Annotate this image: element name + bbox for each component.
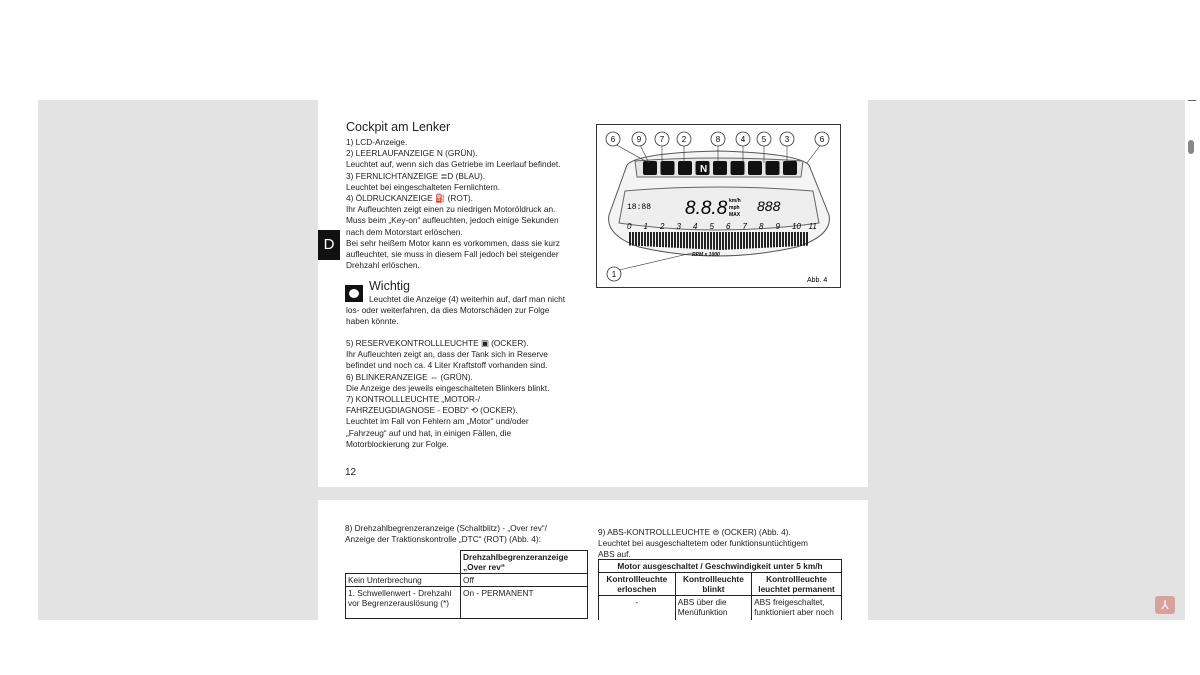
rpm-bar-segment [653,232,655,247]
text-line: Leuchtet bei eingeschalteten Fernlichtern. [346,181,501,192]
table-cell: - [599,596,676,621]
warning-lamp [748,161,762,175]
rpm-bar-segment [755,232,757,248]
rpm-bar-segment [656,232,658,247]
table-header: Kontrollleuchte blinkt [675,573,751,596]
text-line: „Fahrzeug“ auf und hat, in einigen Fällen, die [346,427,512,438]
rpm-tick-label: 9 [775,222,780,231]
table-cell: ABS freigeschaltet, funktioniert aber noch [752,596,842,621]
table-title: Motor ausgeschaltet / Geschwindigkeit unter 5 km/h [599,560,842,573]
rpm-tick-label: 10 [792,222,801,231]
text-line: Muss beim „Key-on“ aufleuchten, jedoch einige Sekunden [346,215,559,226]
rpm-bar-segment [698,232,700,249]
rpm-bar-segment [734,232,736,249]
text-line: 4) ÖLDRUCKANZEIGE ⛽ (ROT). [346,193,473,203]
pdf-viewer [38,100,1185,620]
callout-number: 4 [740,135,746,144]
callout-number: 6 [819,135,825,144]
rpm-bar-segment [788,232,790,247]
text-line: Leuchtet auf, wenn sich das Getriebe im Leerlauf befindet. [346,159,561,170]
text-line: Ihr Aufleuchten zeigt an, dass der Tank sich in Reserve [346,349,548,360]
rpm-bar-segment [668,232,670,247]
rpm-bar-segment [644,232,646,246]
rpm-bar-segment [671,232,673,248]
warning-title: Wichtig [369,279,410,293]
text-line: 7) KONTROLLLEUCHTE „MOTOR-/ [346,394,480,404]
document-page-12 [318,100,868,487]
warning-lamp [713,161,727,175]
callout-number: 3 [784,135,790,144]
callout-number: 9 [636,135,642,144]
table-row [346,587,588,619]
text-line: Anzeige der Traktionskontrolle „DTC“ (ROT) (Abb. 4): [345,534,541,544]
over-rev-table [345,550,588,619]
rpm-bar-segment [719,232,721,250]
text-line: 8) Drehzahlbegrenzeranzeige (Schaltblitz) - „Over rev“/ [345,523,547,533]
table-cell: Off [461,574,588,587]
text-line: haben könnte. [346,316,399,327]
warning-lamp [643,161,657,175]
warning-icon [345,285,363,302]
text-line: los- oder weiterfahren, da dies Motorschäden zur Folge [346,305,550,316]
text-line: Motorblockierung zur Folge. [346,438,449,449]
text-line: 3) FERNLICHTANZEIGE ≣D (BLAU). [346,170,486,181]
pdf-icon[interactable]: ⅄ [1155,596,1175,614]
rpm-bar-segment [737,232,739,249]
text-line: 5) RESERVEKONTROLLLEUCHTE ▣ (OCKER). [346,338,529,348]
rpm-bar-segment [758,232,760,248]
text-line: Leuchtet die Anzeige (4) weiterhin auf, darf man nicht [369,294,566,304]
text-line: Ihr Aufleuchten zeigt einen zu niedrigen Motoröldruck an. [346,204,556,215]
rpm-bar-segment [650,232,652,247]
neutral-lamp-label: N [700,164,708,175]
rpm-bar-segment [707,232,709,249]
rpm-bar-segment [677,232,679,248]
rpm-label: RPM x 1000 [692,252,720,258]
rpm-bar-segment [695,232,697,249]
abs-table [598,559,842,620]
callout-number: 1 [611,270,617,279]
speed-unit-mph: mph [729,205,740,211]
rpm-tick-label: 7 [742,222,747,231]
rpm-bar-segment [713,232,715,250]
clock-display: 18:88 [627,203,652,212]
text-line: 2) LEERLAUFANZEIGE N (GRÜN). [346,148,478,159]
warning-lamp [661,161,675,175]
rpm-bar-segment [647,232,649,246]
rpm-bar-segment [629,232,631,246]
text-line: Bei sehr heißem Motor kann es vorkommen, dass sie kurz [346,237,560,248]
rpm-bar-segment [683,232,685,248]
rpm-bar-segment [710,232,712,250]
callout-number: 8 [715,135,721,144]
rpm-bar-segment [743,232,745,249]
rpm-tick-label: 2 [660,222,665,231]
rpm-bar-segment [674,232,676,248]
rpm-bar-segment [659,232,661,247]
rpm-bar-segment [725,232,727,250]
rpm-bar-segment [704,232,706,249]
warning-lamp [731,161,745,175]
warning-lamp [678,161,692,175]
rpm-bar-segment [632,232,634,246]
table-row [599,596,842,621]
callout-number: 7 [659,135,665,144]
text-line: 6) BLINKERANZEIGE ⇔ (GRÜN). [346,371,473,382]
rpm-bar-segment [722,232,724,250]
rpm-tick-label: 8 [759,222,764,231]
rpm-tick-label: 11 [808,222,817,231]
rpm-bar-segment [686,232,688,248]
rpm-bar-segment [779,232,781,247]
rpm-bar-segment [776,232,778,247]
scroll-up-arrow-icon[interactable] [1188,100,1196,103]
rpm-bar-segment [641,232,643,246]
rpm-tick-label: 4 [693,222,698,231]
text-line: 9) ABS-KONTROLLLEUCHTE ⊜ (OCKER) (Abb. 4). [598,527,791,537]
rpm-bar-segment [680,232,682,248]
text-line: FAHRZEUGDIAGNOSE - EOBD“ ⟲ (OCKER). [346,405,518,416]
rpm-tick-label: 6 [726,222,731,231]
text-line: Die Anzeige des jeweils eingeschalteten Blinkers blinkt. [346,382,550,393]
rpm-bar-segment [665,232,667,247]
callout-number: 6 [610,135,616,144]
page-number: 12 [345,467,357,478]
text-line: nach dem Motorstart erlöschen. [346,226,463,237]
rpm-bar-segment [764,232,766,248]
rpm-tick-label: 1 [643,222,648,231]
warning-lamp [783,161,797,175]
rpm-bar-segment [773,232,775,247]
rpm-bar-segment [749,232,751,249]
table-cell: ABS über die Menüfunktion [675,596,751,621]
table-header: Kontrollleuchte leuchtet permanent [752,573,842,596]
table-cell: 1. Schwellenwert - Drehzahl vor Begrenzerauslösung (*) [346,587,461,619]
rpm-bar-segment [728,232,730,250]
callout-number: 5 [761,135,767,144]
figure-caption: Abb. 4 [807,277,828,284]
rpm-bar-segment [794,232,796,246]
rpm-bar-segment [803,232,805,246]
section-tab: D [318,230,340,260]
scrollbar-thumb[interactable] [1188,140,1194,154]
document-page-13 [318,500,868,620]
rpm-bar-segment [806,232,808,246]
rpm-bar-segment [701,232,703,249]
rpm-bar-segment [731,232,733,249]
rpm-bar-segment [785,232,787,247]
rpm-bar-segment [746,232,748,249]
page-title: Cockpit am Lenker [346,120,451,134]
text-line: Leuchtet bei ausgeschaltetem oder funktionsuntüchtigem [598,538,808,548]
text-line: 1) LCD-Anzeige. [346,137,408,147]
table-row [346,574,588,587]
text-line: befindet und noch ca. 4 Liter Kraftstoff vorhanden sind. [346,360,548,371]
callout-leader [619,253,692,270]
speed-unit-kmh: km/h [729,198,741,204]
rpm-bar-segment [770,232,772,247]
rpm-bar-segment [782,232,784,247]
rpm-bar-segment [767,232,769,248]
callout-leader [613,143,649,163]
speed-display: 8.8.8 [685,198,728,219]
temp-display: 888 [757,198,781,214]
figure-dashboard [596,124,841,288]
text-line: Drehzahl erlöschen. [346,260,420,271]
rpm-bar-segment [689,232,691,249]
warning-lamp [766,161,780,175]
rpm-bar-segment [638,232,640,246]
rpm-bar-segment [740,232,742,249]
rpm-tick-label: 5 [709,222,714,231]
rpm-bar-segment [800,232,802,246]
text-line: ABS auf. [598,549,631,559]
rpm-bar-segment [791,232,793,246]
table-header: Kontrollleuchte erloschen [599,573,676,596]
table-cell: Kein Unterbrechung [346,574,461,587]
text-line: Leuchtet im Fall von Fehlern am „Motor“ und/oder [346,416,529,427]
rpm-bar-segment [752,232,754,248]
rpm-bar-segment [635,232,637,246]
text-line: aufleuchtet, sie muss in diesem Fall jedoch bei steigender [346,249,559,259]
table-cell: On - PERMANENT [461,587,588,619]
rpm-bar-segment [716,232,718,250]
rpm-bar-segment [761,232,763,248]
rpm-bar-segment [692,232,694,249]
callout-number: 2 [681,135,687,144]
vertical-scrollbar[interactable] [1185,40,1200,620]
rpm-bar-segment [797,232,799,246]
rpm-tick-label: 3 [676,222,681,231]
rpm-bar-segment [662,232,664,247]
rpm-tick-label: 0 [627,222,632,231]
speed-unit-max: MAX [729,212,741,218]
table-header: Drehzahlbegrenzeranzeige „Over rev“ [461,551,588,574]
